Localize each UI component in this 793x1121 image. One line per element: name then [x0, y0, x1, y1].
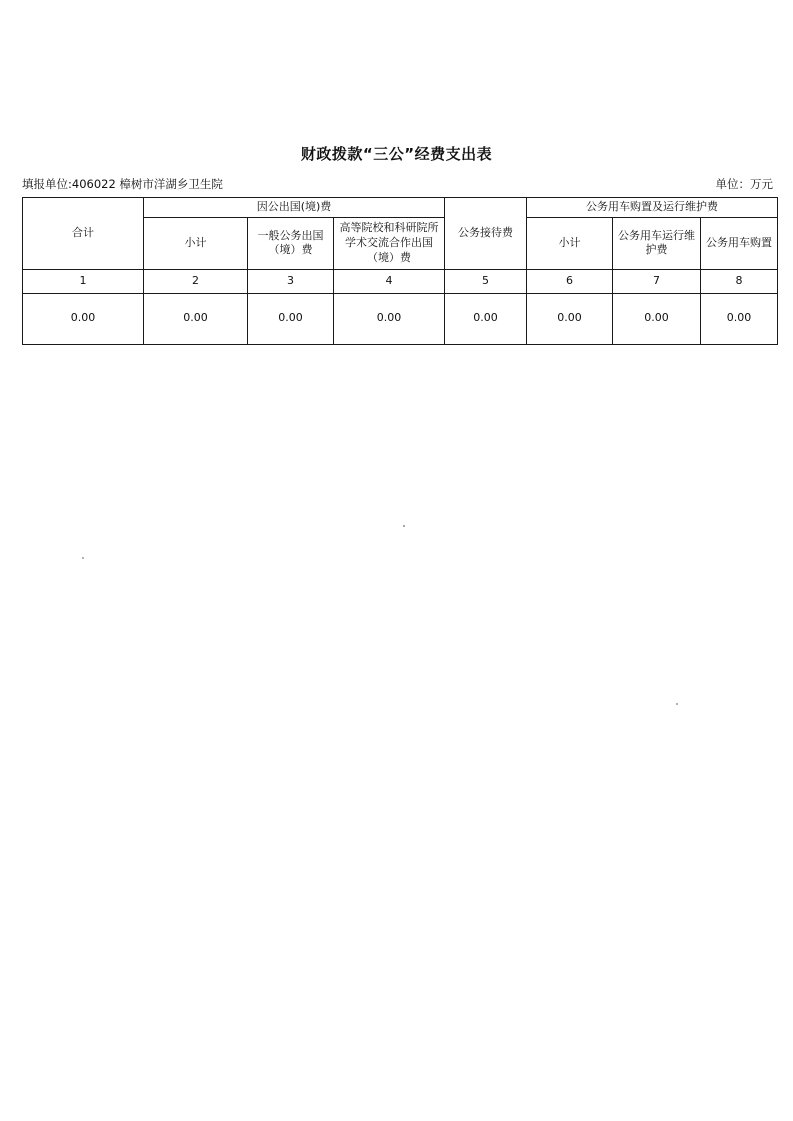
value-total: 0.00 [23, 293, 144, 344]
table-header-group-row [23, 198, 778, 218]
value-reception: 0.00 [445, 293, 527, 344]
header-abroad-subtotal: 小计 [144, 217, 248, 269]
scan-artifact-dot [403, 525, 405, 527]
column-number: 8 [701, 269, 778, 293]
value-abroad-academic: 0.00 [334, 293, 445, 344]
column-number: 4 [334, 269, 445, 293]
header-vehicle-purchase: 公务用车购置 [701, 217, 778, 269]
value-vehicle-maintenance: 0.00 [613, 293, 701, 344]
header-vehicle-subtotal: 小计 [527, 217, 613, 269]
value-abroad-general: 0.00 [248, 293, 334, 344]
column-number: 7 [613, 269, 701, 293]
header-vehicle-group: 公务用车购置及运行维护费 [527, 198, 778, 218]
column-number: 5 [445, 269, 527, 293]
table-column-number-row [23, 269, 778, 293]
scan-artifact-dot [82, 557, 84, 559]
value-vehicle-purchase: 0.00 [701, 293, 778, 344]
page-title: 财政拨款“三公”经费支出表 [300, 145, 493, 163]
sangong-table-wrapper [22, 197, 773, 345]
value-abroad-subtotal: 0.00 [144, 293, 248, 344]
column-number: 6 [527, 269, 613, 293]
header-abroad-group: 因公出国(境)费 [144, 198, 445, 218]
table-row [23, 293, 778, 344]
filler-unit-label: 填报单位:406022 樟树市洋湖乡卫生院 [22, 177, 223, 191]
column-number: 2 [144, 269, 248, 293]
sangong-expense-table [22, 197, 778, 345]
unit-line [22, 176, 773, 192]
header-vehicle-maintenance: 公务用车运行维护费 [613, 217, 701, 269]
column-number: 1 [23, 269, 144, 293]
header-abroad-general: 一般公务出国（境）费 [248, 217, 334, 269]
header-reception: 公务接待费 [445, 198, 527, 270]
value-vehicle-subtotal: 0.00 [527, 293, 613, 344]
header-total: 合计 [23, 198, 144, 270]
scan-artifact-dot [676, 703, 678, 705]
column-number: 3 [248, 269, 334, 293]
header-abroad-academic: 高等院校和科研院所学术交流合作出国（境）费 [334, 217, 445, 269]
currency-unit-note: 单位：万元 [715, 177, 773, 191]
